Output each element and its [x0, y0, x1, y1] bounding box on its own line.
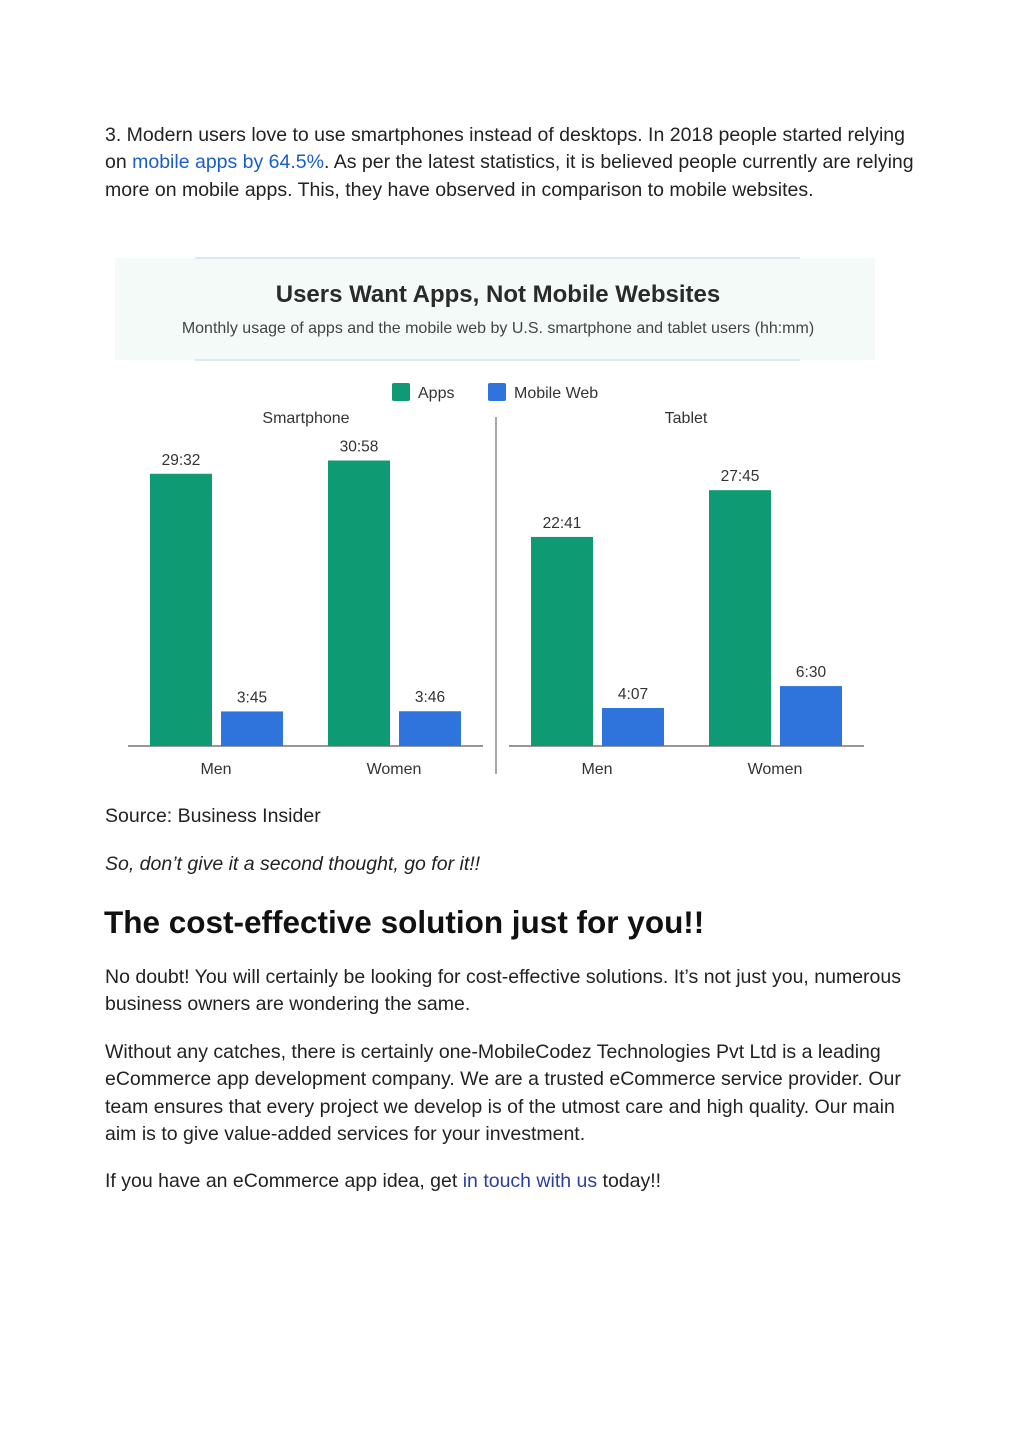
- data-label-smartphone-men-apps: 29:32: [161, 451, 201, 469]
- cost-paragraph: No doubt! You will certainly be looking for cost-effective solutions. It’s not just you, numerous business owners are wondering the same.: [105, 966, 901, 1016]
- contact-link[interactable]: in touch with us: [462, 1170, 598, 1192]
- contact-text-after: today!!: [597, 1170, 662, 1192]
- bar-tablet-men-apps: [531, 537, 593, 746]
- data-label-smartphone-women-apps: 30:58: [339, 438, 379, 456]
- data-label-tablet-women-mobile-web: 6:30: [795, 664, 827, 682]
- bar-smartphone-women-apps: [328, 460, 390, 746]
- mobile-apps-link[interactable]: mobile apps by 64.5%: [132, 151, 324, 174]
- contact-paragraph: [105, 1168, 915, 1195]
- chart-title-band: [115, 258, 875, 360]
- legend-swatch-apps: [392, 383, 410, 401]
- bar-tablet-women-apps: [709, 490, 771, 746]
- bar-smartphone-men-mobile-web: [221, 711, 283, 746]
- panel-label-smartphone: Smartphone: [262, 410, 350, 427]
- category-label-smartphone-women: Women: [366, 761, 422, 778]
- encouragement-quote: So, don’t give it a second thought, go for it!!: [105, 853, 481, 875]
- chart-source: Source: Business Insider: [105, 805, 321, 827]
- intro-text-after: . As per the latest statistics, it is believed people currently are relying more on mobile apps. This, they have observed in comparison to mobile websites.: [105, 151, 914, 201]
- bar-tablet-men-mobile-web: [602, 708, 664, 746]
- chart-subtitle: Monthly usage of apps and the mobile web by U.S. smartphone and tablet users (hh:mm): [181, 320, 815, 337]
- data-label-tablet-men-apps: 22:41: [542, 514, 582, 532]
- data-label-tablet-women-apps: 27:45: [720, 468, 760, 486]
- legend-label-mobile-web: Mobile Web: [514, 385, 599, 402]
- bar-tablet-women-mobile-web: [780, 686, 842, 746]
- intro-paragraph: [105, 122, 915, 204]
- category-label-smartphone-men: Men: [200, 761, 232, 778]
- chart-body: [128, 383, 864, 778]
- bar-smartphone-men-apps: [150, 474, 212, 746]
- company-paragraph: Without any catches, there is certainly one-MobileCodez Technologies Pvt Ltd is a leading eCommerce app development company. We are a trusted eCommerce service provider. Our team ensures that every project we develop is of the utmost care and high quality. Our main aim is to give value-added services for your investment.: [105, 1041, 901, 1145]
- usage-chart: [110, 250, 890, 790]
- data-label-smartphone-men-mobile-web: 3:45: [236, 689, 268, 707]
- category-label-tablet-men: Men: [581, 761, 613, 778]
- legend-swatch-mobile-web: [488, 383, 506, 401]
- category-label-tablet-women: Women: [747, 761, 803, 778]
- panel-label-tablet: Tablet: [664, 410, 708, 427]
- contact-text-before: If you have an eCommerce app idea, get: [105, 1170, 463, 1192]
- chart-title: Users Want Apps, Not Mobile Websites: [275, 281, 721, 308]
- bar-smartphone-women-mobile-web: [399, 711, 461, 746]
- legend-label-apps: Apps: [418, 385, 455, 402]
- data-label-tablet-men-mobile-web: 4:07: [617, 686, 649, 704]
- section-heading: The cost-effective solution just for you!!: [104, 904, 705, 940]
- intro-text-before: 3. Modern users love to use smartphones instead of desktops. In 2018 people started relying on: [105, 124, 905, 174]
- data-label-smartphone-women-mobile-web: 3:46: [414, 689, 446, 707]
